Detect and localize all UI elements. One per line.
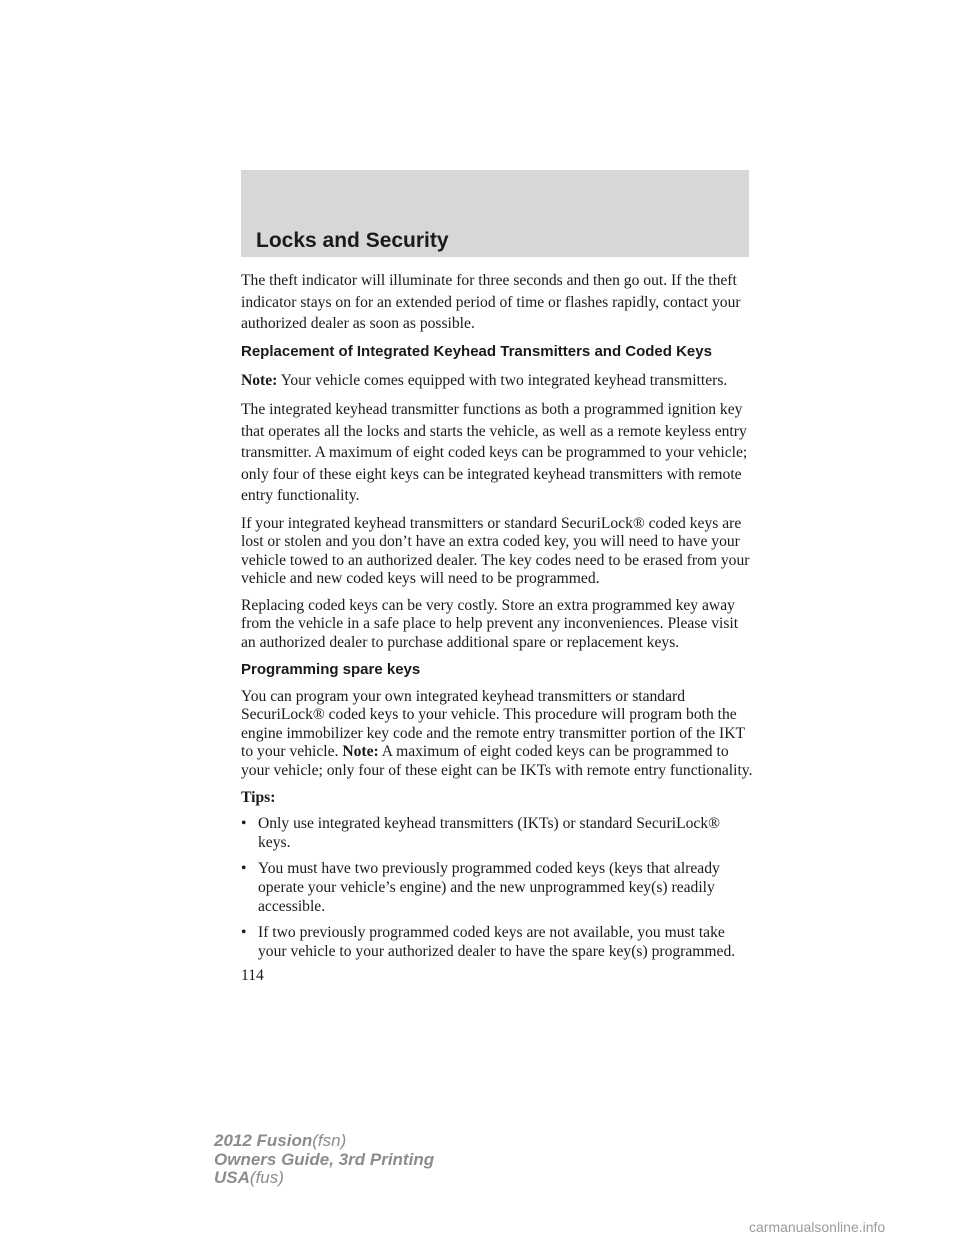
replacing-keys-paragraph: Replacing coded keys can be very costly. Store an extra programmed key away from the vehicle in a safe place to help prevent any inconveniences. Please visit an authorized dealer to purchase additional spare or replacement keys. — [241, 596, 739, 652]
replacement-heading: Replacement of Integrated Keyhead Transmitters and Coded Keys — [241, 342, 712, 360]
bullet-marker: • — [241, 860, 247, 878]
list-item — [241, 860, 753, 916]
footer-line-region — [214, 1169, 434, 1188]
programming-note-label: Note: — [342, 743, 379, 761]
note-label: Note: — [241, 371, 278, 389]
footer-model-code: (fsn) — [312, 1131, 347, 1150]
footer-line-model — [214, 1132, 434, 1151]
site-watermark: carmanualsonline.info — [749, 1219, 886, 1235]
page-content — [241, 270, 753, 986]
note-paragraph — [241, 370, 753, 392]
transmitter-function-paragraph: The integrated keyhead transmitter functions as both a programmed ignition key that operates all the locks and starts the vehicle, as well as a remote keyless entry transmitter. A maximum of eight coded keys can be programmed to your vehicle; only four of these eight keys can be integrated keyhead transmitters with remote entry functionality. — [241, 401, 748, 504]
page-number: 114 — [241, 967, 264, 985]
tip-text: If two previously programmed coded keys are not available, you must take your vehicle to your authorized dealer to have the spare key(s) programmed. — [258, 924, 736, 960]
tips-list — [241, 815, 753, 961]
tip-text: Only use integrated keyhead transmitters (IKTs) or standard SecuriLock® keys. — [258, 815, 720, 851]
list-item — [241, 815, 753, 852]
programming-paragraph — [241, 688, 753, 781]
tips-label: Tips: — [241, 788, 276, 806]
section-title: Locks and Security — [256, 229, 449, 252]
programming-note-text: A maximum of eight coded keys can be programmed to your vehicle; only four of these eight can be IKTs with remote entry functionality. — [241, 743, 753, 780]
tip-text: You must have two previously programmed coded keys (keys that already operate your vehicle’s engine) and the new unprogrammed key(s) readily accessible. — [258, 860, 720, 915]
footer-region: USA — [214, 1168, 250, 1187]
programming-spare-keys-heading: Programming spare keys — [241, 660, 421, 678]
footer-region-code: (fus) — [249, 1168, 284, 1187]
document-footer — [214, 1132, 434, 1188]
footer-model: 2012 Fusion — [214, 1131, 313, 1150]
programming-text: You can program your own integrated keyhead transmitters or standard SecuriLock® coded keys to your vehicle. This procedure will program both the engine immobilizer key code and the remote entry transmitter portion of the IKT to your vehicle. — [241, 687, 745, 761]
footer-printing: Owners Guide, 3rd Printing — [214, 1149, 435, 1169]
list-item — [241, 924, 753, 961]
bullet-marker: • — [241, 815, 247, 833]
bullet-marker: • — [241, 924, 247, 942]
lost-keys-paragraph: If your integrated keyhead transmitters or standard SecuriLock® coded keys are lost or stolen and you don’t have an extra coded key, you will need to have your vehicle towed to an authorized dealer. The key codes need to be erased from your vehicle and new coded keys will need to be programmed. — [241, 514, 750, 588]
note-text: Your vehicle comes equipped with two integrated keyhead transmitters. — [280, 371, 728, 389]
theft-indicator-paragraph: The theft indicator will illuminate for three seconds and then go out. If the theft indicator stays on for an extended period of time or flashes rapidly, contact your authorized dealer as soon as possible. — [241, 272, 741, 332]
